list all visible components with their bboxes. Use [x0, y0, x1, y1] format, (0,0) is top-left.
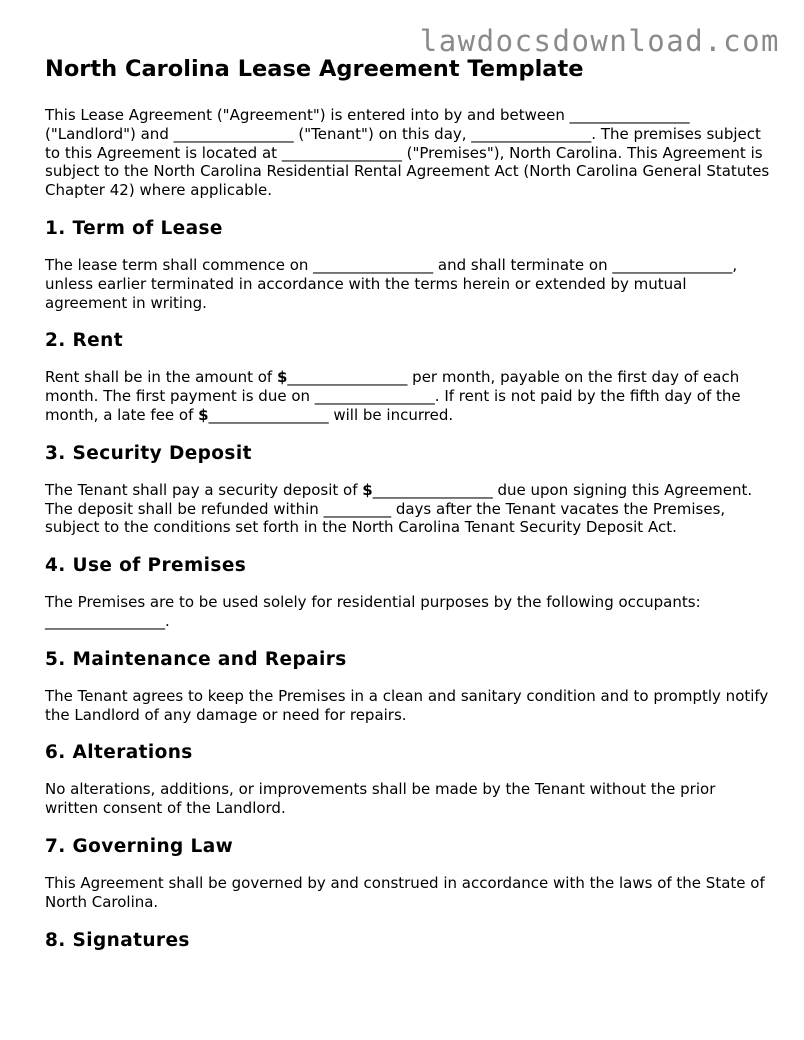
use-paragraph [45, 593, 770, 631]
rent-paragraph [45, 368, 770, 424]
section-heading-deposit: 3. Security Deposit [45, 442, 252, 464]
section-heading-signatures: 8. Signatures [45, 929, 190, 951]
term-text: The lease term shall commence on [45, 255, 314, 274]
term-text: , unless earlier terminated in accordance with the terms herein or extended by mutual agreement in writing. [45, 255, 738, 312]
intro-text: ("Premises"), North Carolina. This Agreement is subject to the North Carolina Residential Rental Agreement Act (North Carolina General Statutes Chapter 42) where applicable. [45, 143, 770, 200]
alterations-paragraph: No alterations, additions, or improvements shall be made by the Tenant without the prior written consent of the Landlord. [45, 780, 716, 818]
premises-blank: ________________ [281, 143, 402, 162]
term-text: and shall terminate on [433, 255, 613, 274]
term-paragraph [45, 256, 770, 312]
maintenance-paragraph: The Tenant agrees to keep the Premises in a clean and sanitary condition and to promptly notify the Landlord of any damage or need for repairs. [45, 686, 769, 724]
intro-text: This Lease Agreement ("Agreement") is entered into by and between [45, 106, 570, 124]
use-text: . [165, 611, 170, 630]
rent-text: . If rent is not paid by the fifth day of the month, a late fee of [45, 387, 741, 424]
dollar-sign: $ [276, 368, 288, 387]
refund-days-blank: _________ [323, 499, 392, 518]
rent-text: per month, payable on the first day of each month. The first payment is due on [45, 368, 740, 406]
intro-text: ("Tenant") on this day, [293, 124, 472, 143]
rent-text: will be incurred. [328, 405, 454, 424]
intro-paragraph [45, 106, 770, 200]
section-heading-term: 1. Term of Lease [45, 217, 223, 239]
section-heading-rent: 2. Rent [45, 330, 123, 352]
date-blank: ________________ [471, 124, 592, 143]
deposit-paragraph [45, 481, 770, 537]
rent-text: Rent shall be in the amount of [45, 368, 277, 387]
occupants-blank: ________________ [45, 611, 165, 630]
watermark: lawdocsdownload.com [419, 24, 780, 58]
section-heading-use: 4. Use of Premises [45, 555, 247, 577]
use-text: The Premises are to be used solely for residential purposes by the following occupants: [45, 593, 701, 612]
landlord-blank: ________________ [569, 106, 690, 124]
document-title: North Carolina Lease Agreement Template [45, 56, 584, 82]
deposit-text: due upon signing this Agreement. The deposit shall be refunded within [45, 480, 753, 518]
document-page [45, 56, 770, 968]
dollar-sign: $ [198, 405, 209, 424]
start-date-blank: ________________ [313, 255, 434, 274]
section-heading-maintenance: 5. Maintenance and Repairs [45, 648, 347, 670]
deposit-amount-blank: ________________ [372, 480, 493, 499]
deposit-text: days after the Tenant vacates the Premises, subject to the conditions set forth in the North Carolina Tenant Security Deposit Act. [45, 499, 726, 537]
intro-text: . The premises subject to this Agreement is located at [45, 124, 761, 162]
dollar-sign: $ [362, 480, 373, 499]
section-heading-governing-law: 7. Governing Law [45, 835, 234, 857]
rent-amount-blank: ________________ [287, 368, 408, 387]
governing-law-paragraph: This Agreement shall be governed by and construed in accordance with the laws of the State of North Carolina. [45, 873, 765, 911]
end-date-blank: ________________ [612, 255, 733, 274]
intro-text: ("Landlord") and [45, 124, 174, 143]
section-heading-alterations: 6. Alterations [45, 742, 193, 764]
late-fee-blank: ________________ [208, 405, 329, 424]
first-payment-blank: ________________ [314, 387, 435, 406]
tenant-blank: ________________ [173, 124, 294, 143]
deposit-text: The Tenant shall pay a security deposit of [45, 480, 363, 499]
